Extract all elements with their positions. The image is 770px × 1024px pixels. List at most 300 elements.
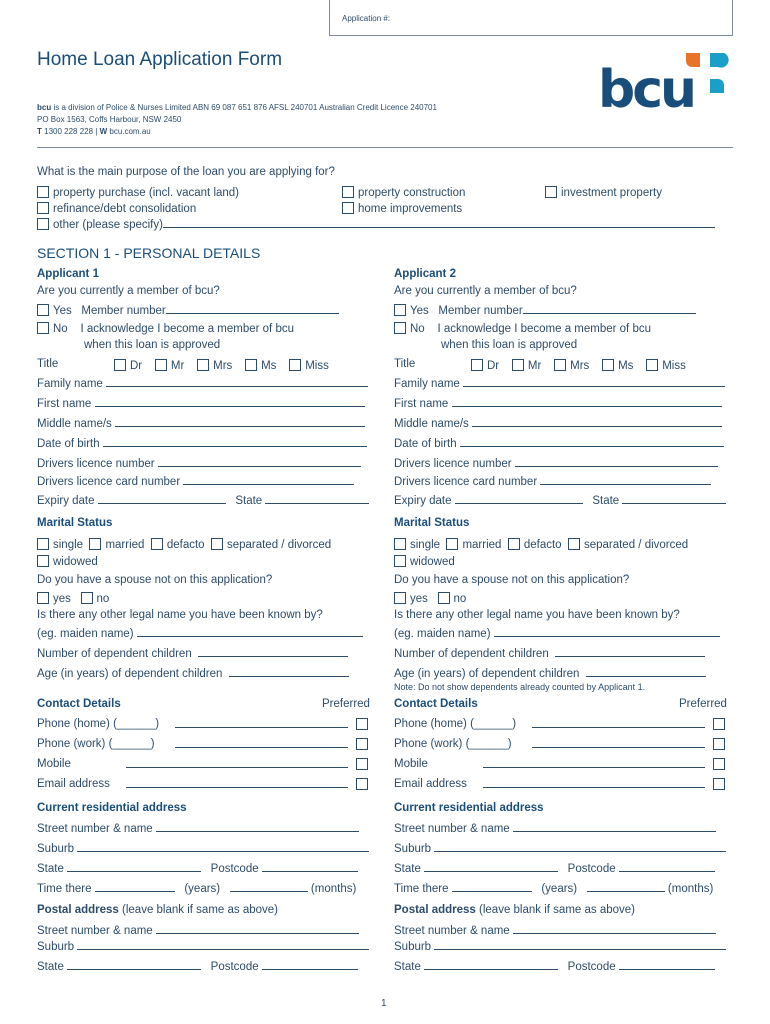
purpose-option-other[interactable] <box>37 218 715 232</box>
separated-label: separated / divorced <box>226 539 332 551</box>
current-address-heading: Current residential address <box>394 802 544 814</box>
page-number: 1 <box>381 998 387 1009</box>
middle-names-label: Middle name/s <box>37 418 112 430</box>
mobile-label: Mobile <box>394 758 428 770</box>
postal-suburb-field[interactable] <box>77 941 369 950</box>
maiden-name-field[interactable] <box>494 628 720 637</box>
spouse-question-row <box>37 575 272 587</box>
checkbox[interactable] <box>356 758 368 770</box>
postcode-label: Postcode <box>567 961 616 973</box>
phone-home-row <box>37 719 159 731</box>
street-label: Street number & name <box>37 823 153 835</box>
phone-work-field-wrap <box>532 739 705 752</box>
street-field[interactable] <box>513 823 716 832</box>
family-name-label: Family name <box>394 378 460 390</box>
option-label: home improvements <box>358 203 463 215</box>
first-name-row <box>37 398 365 411</box>
member-question-row <box>394 286 577 298</box>
checkbox[interactable] <box>151 538 163 550</box>
maiden-row <box>37 628 363 641</box>
checkbox[interactable] <box>356 778 368 790</box>
state-label: State <box>37 961 64 973</box>
postal-address-heading <box>394 905 635 917</box>
marital-status-heading: Marital Status <box>394 517 470 529</box>
title-dr: Dr <box>487 360 500 372</box>
first-name-label: First name <box>394 398 449 410</box>
postal-suburb-row <box>37 941 369 954</box>
phone-home-label: Phone (home) (______) <box>394 718 517 730</box>
first-name-label: First name <box>37 398 92 410</box>
member-number-label: Member number <box>81 305 166 317</box>
time-there-row <box>394 883 713 896</box>
defacto-label: defacto <box>166 539 205 551</box>
phone-home-field[interactable] <box>532 719 705 728</box>
dependents-note: Note: Do not show dependents already counted by Applicant 1. <box>394 682 646 692</box>
expiry-field[interactable] <box>98 495 226 504</box>
checkbox[interactable] <box>81 592 93 604</box>
dependents-field[interactable] <box>555 648 705 657</box>
member-number-label: Member number <box>438 305 523 317</box>
family-name-row <box>37 378 368 391</box>
yes-label: Yes <box>53 305 72 317</box>
middle-names-field[interactable] <box>115 418 365 427</box>
phone-home-preferred[interactable] <box>713 718 729 732</box>
state-postcode-row <box>394 863 715 876</box>
postal-street-label: Street number & name <box>394 925 510 937</box>
member-no-row <box>37 322 294 336</box>
suburb-label: Suburb <box>394 843 432 855</box>
member-question: Are you currently a member of bcu? <box>394 285 577 297</box>
licence-card-label: Drivers licence card number <box>394 476 538 488</box>
legal-name-row <box>37 610 323 622</box>
checkbox[interactable] <box>289 359 301 371</box>
phone-work-label: Phone (work) (______) <box>394 738 512 750</box>
married-label: married <box>105 539 145 551</box>
checkbox[interactable] <box>37 538 49 550</box>
checkbox[interactable] <box>342 202 354 214</box>
section-title: SECTION 1 - PERSONAL DETAILS <box>37 245 261 261</box>
postal-label: Postal address <box>37 904 119 916</box>
months-label: (months) <box>667 883 714 895</box>
bcu-logo <box>598 49 734 111</box>
purpose-option-investment-property[interactable] <box>545 186 662 200</box>
spouse-no: no <box>453 593 467 605</box>
spouse-yes: yes <box>410 593 428 605</box>
email-field-wrap <box>483 779 705 792</box>
maiden-label: (eg. maiden name) <box>394 628 491 640</box>
mobile-field[interactable] <box>483 759 705 768</box>
postal-state-field[interactable] <box>67 961 201 970</box>
header-divider <box>37 147 733 148</box>
checkbox[interactable] <box>89 538 101 550</box>
state-field[interactable] <box>265 495 369 504</box>
email-field[interactable] <box>126 779 348 788</box>
postal-state-field[interactable] <box>424 961 558 970</box>
spouse-options <box>37 592 109 606</box>
acknowledge-text-2: when this loan is approved <box>84 339 221 351</box>
title-options <box>471 359 686 373</box>
dependents-age-row <box>37 668 349 681</box>
legal-name-row <box>394 610 680 622</box>
dependents-row <box>37 648 348 661</box>
member-yes-row <box>37 304 339 318</box>
middle-names-label: Middle name/s <box>394 418 469 430</box>
email-label: Email address <box>394 778 467 790</box>
dependents-age-label: Age (in years) of dependent children <box>394 668 580 680</box>
email-row <box>37 779 110 791</box>
middle-names-row <box>37 418 365 431</box>
acknowledge-row-2 <box>441 340 577 352</box>
preferred-label: Preferred <box>322 698 370 710</box>
checkbox[interactable] <box>394 555 406 567</box>
title-ms: Ms <box>261 360 277 372</box>
date-of-birth-label: Date of birth <box>37 438 100 450</box>
phone-home-label: Phone (home) (______) <box>37 718 160 730</box>
title-label: Title <box>394 358 416 370</box>
acknowledge-text: I acknowledge I become a member of bcu <box>437 323 651 335</box>
phone-work-label: Phone (work) (______) <box>37 738 155 750</box>
checkbox[interactable] <box>438 592 450 604</box>
checkbox[interactable] <box>37 202 49 214</box>
title-mrs: Mrs <box>570 360 590 372</box>
title-miss: Miss <box>305 360 329 372</box>
option-label: property purchase (incl. vacant land) <box>53 187 240 199</box>
phone-work-row <box>37 739 155 751</box>
expiry-row <box>394 495 726 508</box>
title-options <box>114 359 329 373</box>
title-row <box>394 359 415 371</box>
title-label: Title <box>37 358 59 370</box>
title-mr: Mr <box>170 360 185 372</box>
dependents-age-field[interactable] <box>586 668 706 677</box>
phone-home-field[interactable] <box>175 719 348 728</box>
spouse-no: no <box>96 593 110 605</box>
licence-number-field[interactable] <box>515 458 718 467</box>
months-field[interactable] <box>230 883 308 892</box>
first-name-row <box>394 398 722 411</box>
checkbox[interactable] <box>545 186 557 198</box>
postal-state-row <box>394 961 715 974</box>
checkbox[interactable] <box>713 738 725 750</box>
email-preferred[interactable] <box>713 778 729 792</box>
phone-work-field-wrap <box>175 739 348 752</box>
title-dr: Dr <box>130 360 143 372</box>
widowed-row <box>394 555 455 569</box>
postcode-field[interactable] <box>619 863 715 872</box>
checkbox[interactable] <box>394 538 406 550</box>
family-name-row <box>394 378 725 391</box>
state-field[interactable] <box>424 863 558 872</box>
web-letter: W <box>99 127 108 136</box>
applicant-heading: Applicant 2 <box>394 268 456 280</box>
state-label: State <box>235 495 263 507</box>
mobile-row <box>37 759 71 771</box>
dependents-age-field[interactable] <box>229 668 349 677</box>
months-label: (months) <box>310 883 357 895</box>
member-number-field[interactable] <box>523 305 696 314</box>
option-label: refinance/debt consolidation <box>53 203 197 215</box>
family-name-field[interactable] <box>463 378 725 387</box>
single-label: single <box>53 539 84 551</box>
checkbox[interactable] <box>713 758 725 770</box>
postal-note: (leave blank if same as above) <box>118 904 278 916</box>
purpose-question: What is the main purpose of the loan you are applying for? <box>37 166 335 178</box>
contact-heading: Contact Details <box>394 698 478 710</box>
phone-work-field[interactable] <box>175 739 348 748</box>
date-of-birth-row <box>37 438 367 451</box>
acknowledge-text: I acknowledge I become a member of bcu <box>80 323 294 335</box>
member-no-row <box>394 322 651 336</box>
phone-work-preferred[interactable] <box>356 738 372 752</box>
purpose-option-refinance[interactable] <box>37 202 196 216</box>
title-mrs: Mrs <box>213 360 233 372</box>
purpose-option-property-purchase[interactable] <box>37 186 239 200</box>
suburb-row <box>37 843 369 856</box>
title-row <box>37 359 58 371</box>
checkbox[interactable] <box>713 778 725 790</box>
phone-home-row <box>394 719 516 731</box>
no-label: No <box>410 323 425 335</box>
postal-suburb-field[interactable] <box>434 941 726 950</box>
postal-street-field[interactable] <box>156 925 359 934</box>
checkbox[interactable] <box>508 538 520 550</box>
postal-street-row <box>37 925 359 938</box>
state-label: State <box>592 495 620 507</box>
title-miss: Miss <box>662 360 686 372</box>
date-of-birth-field[interactable] <box>103 438 367 447</box>
checkbox[interactable] <box>356 718 368 730</box>
acknowledge-text-2: when this loan is approved <box>441 339 578 351</box>
acknowledge-row-2 <box>84 340 220 352</box>
dependents-field[interactable] <box>198 648 348 657</box>
postal-street-row <box>394 925 716 938</box>
date-of-birth-field[interactable] <box>460 438 724 447</box>
state-label: State <box>394 961 421 973</box>
contact-heading: Contact Details <box>37 698 121 710</box>
phone-work-field[interactable] <box>532 739 705 748</box>
spouse-yes: yes <box>53 593 71 605</box>
dependents-row <box>394 648 705 661</box>
years-label: (years) <box>541 883 578 895</box>
checkbox[interactable] <box>37 304 49 316</box>
date-of-birth-label: Date of birth <box>394 438 457 450</box>
member-yes-row <box>394 304 696 318</box>
street-label: Street number & name <box>394 823 510 835</box>
licence-number-label: Drivers licence number <box>394 458 512 470</box>
email-field[interactable] <box>483 779 705 788</box>
licence-card-field[interactable] <box>183 476 354 485</box>
expiry-row <box>37 495 369 508</box>
checkbox[interactable] <box>114 359 126 371</box>
postal-suburb-label: Suburb <box>37 941 75 953</box>
licence-card-label: Drivers licence card number <box>37 476 181 488</box>
first-name-field[interactable] <box>95 398 365 407</box>
time-there-row <box>37 883 356 896</box>
suburb-row <box>394 843 726 856</box>
licence-card-row <box>394 476 711 489</box>
widowed-row <box>37 555 98 569</box>
licence-number-field[interactable] <box>158 458 361 467</box>
spouse-question-row <box>394 575 629 587</box>
state-label: State <box>37 863 64 875</box>
mobile-field-wrap <box>483 759 705 772</box>
legal-name-question: Is there any other legal name you have been known by? <box>394 609 680 621</box>
licence-number-row <box>394 458 718 471</box>
current-address-heading: Current residential address <box>37 802 187 814</box>
checkbox[interactable] <box>245 359 257 371</box>
suburb-field[interactable] <box>77 843 369 852</box>
option-label: investment property <box>561 187 662 199</box>
street-field[interactable] <box>156 823 359 832</box>
postal-postcode-field[interactable] <box>262 961 358 970</box>
marital-status-heading: Marital Status <box>37 517 113 529</box>
widowed-label: widowed <box>53 556 98 568</box>
purpose-option-home-improvements[interactable] <box>342 202 462 216</box>
checkbox[interactable] <box>554 359 566 371</box>
dependents-label: Number of dependent children <box>394 648 549 660</box>
phone-home-field-wrap <box>532 719 705 732</box>
checkbox[interactable] <box>646 359 658 371</box>
checkbox[interactable] <box>37 322 49 334</box>
postcode-label: Postcode <box>210 961 259 973</box>
preferred-label: Preferred <box>679 698 727 710</box>
other-specify-field[interactable] <box>163 219 715 228</box>
checkbox[interactable] <box>394 592 406 604</box>
bcu-logo-text: bcu <box>598 60 695 111</box>
checkbox[interactable] <box>37 592 49 604</box>
time-there-label: Time there <box>37 883 92 895</box>
phone-home-field-wrap <box>175 719 348 732</box>
checkbox[interactable] <box>512 359 524 371</box>
email-label: Email address <box>37 778 110 790</box>
postal-address-heading <box>37 905 278 917</box>
separated-label: separated / divorced <box>583 539 689 551</box>
postal-street-field[interactable] <box>513 925 716 934</box>
years-label: (years) <box>184 883 221 895</box>
checkbox[interactable] <box>713 718 725 730</box>
mobile-field[interactable] <box>126 759 348 768</box>
member-question: Are you currently a member of bcu? <box>37 285 220 297</box>
phone-home-preferred[interactable] <box>356 718 372 732</box>
maiden-label: (eg. maiden name) <box>37 628 134 640</box>
purpose-option-property-construction[interactable] <box>342 186 465 200</box>
mobile-preferred[interactable] <box>713 758 729 772</box>
option-label: other (please specify) <box>53 219 163 231</box>
checkbox[interactable] <box>568 538 580 550</box>
dependents-age-row <box>394 668 706 681</box>
expiry-label: Expiry date <box>37 495 95 507</box>
first-name-field[interactable] <box>452 398 722 407</box>
years-field[interactable] <box>452 883 532 892</box>
mobile-field-wrap <box>126 759 348 772</box>
option-label: property construction <box>358 187 466 199</box>
company-info-brand: bcu <box>37 103 52 112</box>
yes-label: Yes <box>410 305 429 317</box>
expiry-label: Expiry date <box>394 495 452 507</box>
phone-work-preferred[interactable] <box>713 738 729 752</box>
middle-names-field[interactable] <box>472 418 722 427</box>
spouse-question: Do you have a spouse not on this application? <box>37 574 273 586</box>
email-field-wrap <box>126 779 348 792</box>
months-field[interactable] <box>587 883 665 892</box>
mobile-row <box>394 759 428 771</box>
checkbox[interactable] <box>197 359 209 371</box>
postcode-field[interactable] <box>262 863 358 872</box>
checkbox[interactable] <box>155 359 167 371</box>
company-info-line2: PO Box 1563, Coffs Harbour, NSW 2450 <box>37 115 182 124</box>
licence-card-field[interactable] <box>540 476 711 485</box>
spouse-question: Do you have a spouse not on this application? <box>394 574 630 586</box>
checkbox[interactable] <box>602 359 614 371</box>
suburb-field[interactable] <box>434 843 726 852</box>
licence-card-row <box>37 476 354 489</box>
postal-label: Postal address <box>394 904 476 916</box>
checkbox[interactable] <box>356 738 368 750</box>
street-row <box>394 823 716 836</box>
spouse-options <box>394 592 466 606</box>
member-number-field[interactable] <box>166 305 339 314</box>
company-info-line1: is a division of Police & Nurses Limited ABN 69 087 651 876 AFSL 240701 Australian Credit Licence 240701 <box>51 103 437 112</box>
postcode-label: Postcode <box>210 863 259 875</box>
time-there-label: Time there <box>394 883 449 895</box>
page-title: Home Loan Application Form <box>37 49 283 70</box>
street-row <box>37 823 359 836</box>
suburb-label: Suburb <box>37 843 75 855</box>
middle-names-row <box>394 418 722 431</box>
state-field[interactable] <box>622 495 726 504</box>
company-phone: 1300 228 228 | <box>41 127 100 136</box>
member-question-row <box>37 286 220 298</box>
state-postcode-row <box>37 863 358 876</box>
application-number-box[interactable] <box>329 0 733 36</box>
widowed-label: widowed <box>410 556 455 568</box>
postal-postcode-field[interactable] <box>619 961 715 970</box>
postal-suburb-row <box>394 941 726 954</box>
licence-number-row <box>37 458 361 471</box>
expiry-field[interactable] <box>455 495 583 504</box>
postal-street-label: Street number & name <box>37 925 153 937</box>
checkbox[interactable] <box>471 359 483 371</box>
checkbox[interactable] <box>37 218 49 230</box>
postal-suburb-label: Suburb <box>394 941 432 953</box>
state-label: State <box>394 863 421 875</box>
married-label: married <box>462 539 502 551</box>
company-info <box>37 102 437 138</box>
years-field[interactable] <box>95 883 175 892</box>
dependents-label: Number of dependent children <box>37 648 192 660</box>
checkbox[interactable] <box>394 322 406 334</box>
checkbox[interactable] <box>394 304 406 316</box>
applicant-heading: Applicant 1 <box>37 268 99 280</box>
checkbox[interactable] <box>37 555 49 567</box>
mobile-preferred[interactable] <box>356 758 372 772</box>
dependents-age-label: Age (in years) of dependent children <box>37 668 223 680</box>
family-name-field[interactable] <box>106 378 368 387</box>
checkbox[interactable] <box>37 186 49 198</box>
title-ms: Ms <box>618 360 634 372</box>
postcode-label: Postcode <box>567 863 616 875</box>
state-field[interactable] <box>67 863 201 872</box>
maiden-name-field[interactable] <box>137 628 363 637</box>
checkbox[interactable] <box>342 186 354 198</box>
email-preferred[interactable] <box>356 778 372 792</box>
single-label: single <box>410 539 441 551</box>
checkbox[interactable] <box>211 538 223 550</box>
marital-options <box>37 538 331 552</box>
postal-note: (leave blank if same as above) <box>475 904 635 916</box>
checkbox[interactable] <box>446 538 458 550</box>
email-row <box>394 779 467 791</box>
